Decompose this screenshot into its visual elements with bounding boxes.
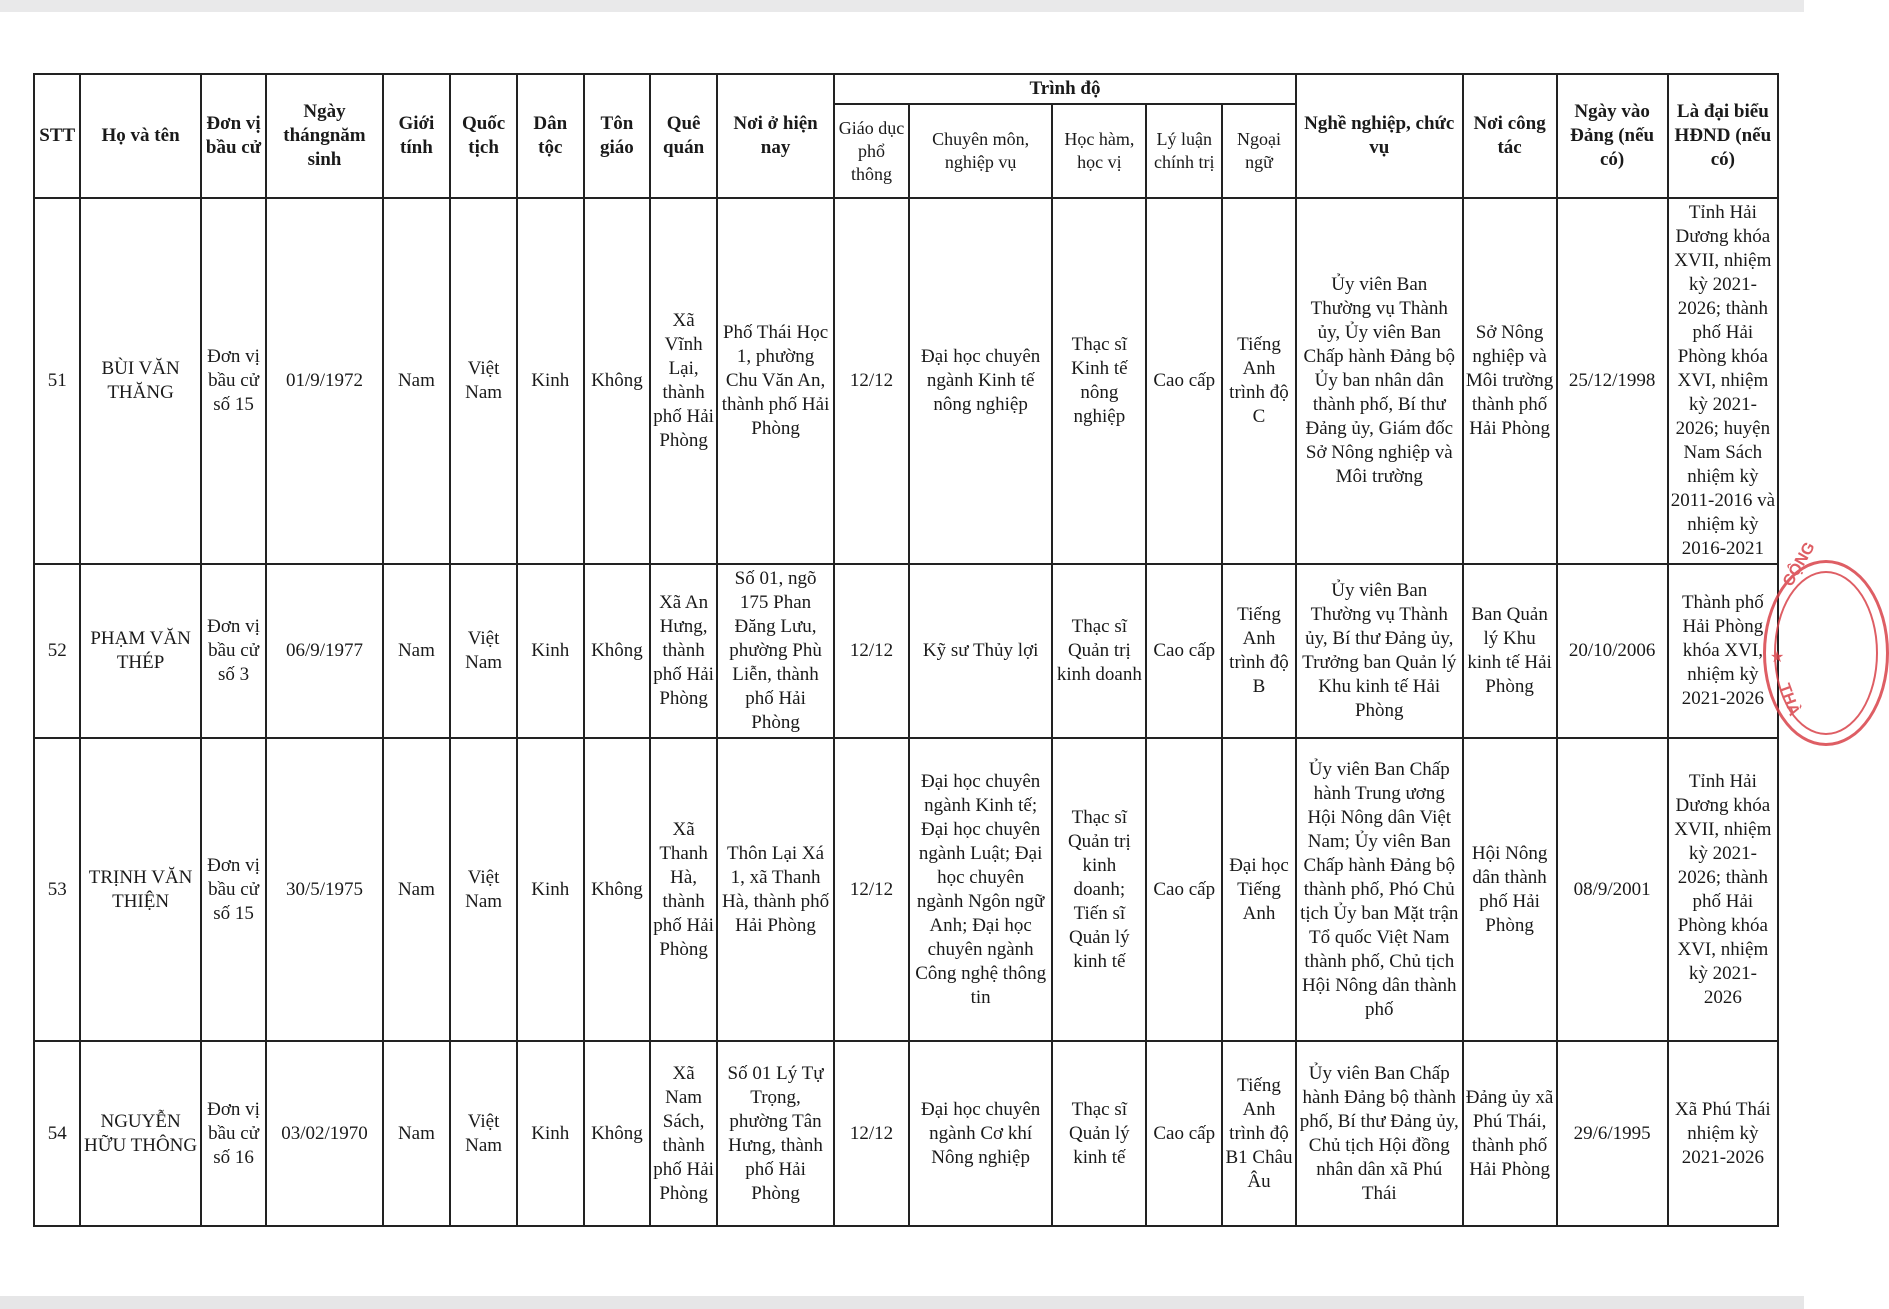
col-que-quan: Quê quán <box>650 74 717 198</box>
cell-quoc-tich: Việt Nam <box>450 198 517 564</box>
cell-ton-giao: Không <box>584 1041 651 1226</box>
cell-quoc-tich: Việt Nam <box>450 738 517 1041</box>
col-trinh-do: Trình độ <box>834 74 1296 104</box>
cell-don-vi: Đơn vị bầu cử số 15 <box>201 738 267 1041</box>
cell-ho-ten: BÙI VĂN THĂNG <box>80 198 200 564</box>
cell-que-quan: Xã Thanh Hà, thành phố Hải Phòng <box>650 738 717 1041</box>
cell-ho-ten: NGUYỄN HỮU THÔNG <box>80 1041 200 1226</box>
candidate-table <box>33 73 1779 1227</box>
scan-top-edge <box>0 0 1804 12</box>
cell-ly-luan: Cao cấp <box>1146 564 1222 738</box>
cell-dan-toc: Kinh <box>517 198 584 564</box>
table-row <box>34 564 1778 738</box>
cell-que-quan: Xã An Hưng, thành phố Hải Phòng <box>650 564 717 738</box>
cell-dan-toc: Kinh <box>517 1041 584 1226</box>
col-dai-bieu: Là đại biểu HĐND (nếu có) <box>1668 74 1778 198</box>
cell-ngay-vao-dang: 25/12/1998 <box>1557 198 1668 564</box>
col-ly-luan: Lý luận chính trị <box>1146 104 1222 198</box>
cell-stt: 51 <box>34 198 80 564</box>
official-red-stamp <box>1763 539 1889 746</box>
col-dan-toc: Dân tộc <box>517 74 584 198</box>
cell-quoc-tich: Việt Nam <box>450 1041 517 1226</box>
cell-noi-cong-tac: Sở Nông nghiệp và Môi trường thành phố Hải Phòng <box>1463 198 1557 564</box>
cell-hoc-ham: Thạc sĩ Kinh tế nông nghiệp <box>1052 198 1146 564</box>
cell-dai-bieu: Tỉnh Hải Dương khóa XVII, nhiệm kỳ 2021-2026; thành phố Hải Phòng khóa XVI, nhiệm kỳ 2021-2026 <box>1668 738 1778 1041</box>
cell-ngay-vao-dang: 08/9/2001 <box>1557 738 1668 1041</box>
col-noi-cong-tac: Nơi công tác <box>1463 74 1557 198</box>
cell-gdpt: 12/12 <box>834 198 909 564</box>
cell-don-vi: Đơn vị bầu cử số 3 <box>201 564 267 738</box>
cell-ho-ten: PHẠM VĂN THÉP <box>80 564 200 738</box>
col-ton-giao: Tôn giáo <box>584 74 651 198</box>
cell-stt: 52 <box>34 564 80 738</box>
stamp-text-bottom: THÀ <box>1775 681 1803 719</box>
cell-ngay-sinh: 30/5/1975 <box>266 738 382 1041</box>
cell-gioi-tinh: Nam <box>383 564 451 738</box>
col-ngay-vao-dang: Ngày vào Đảng (nếu có) <box>1557 74 1668 198</box>
cell-chuyen-mon: Đại học chuyên ngành Kinh tế; Đại học chuyên ngành Luật; Đại học chuyên ngành Ngôn ngữ Anh; Đại học chuyên ngành Công nghệ thông tin <box>909 738 1052 1041</box>
cell-dai-bieu: Thành phố Hải Phòng khóa XVI, nhiệm kỳ 2021-2026 <box>1668 564 1778 738</box>
col-chuyen-mon: Chuyên môn, nghiệp vụ <box>909 104 1052 198</box>
col-nghe-nghiep: Nghề nghiệp, chức vụ <box>1296 74 1463 198</box>
cell-stt: 53 <box>34 738 80 1041</box>
cell-quoc-tich: Việt Nam <box>450 564 517 738</box>
col-gdpt: Giáo dục phổ thông <box>834 104 909 198</box>
cell-gdpt: 12/12 <box>834 738 909 1041</box>
cell-ly-luan: Cao cấp <box>1146 198 1222 564</box>
cell-gioi-tinh: Nam <box>383 738 451 1041</box>
col-quoc-tich: Quốc tịch <box>450 74 517 198</box>
cell-ngay-vao-dang: 20/10/2006 <box>1557 564 1668 738</box>
table-row <box>34 198 1778 564</box>
cell-noi-o: Thôn Lại Xá 1, xã Thanh Hà, thành phố Hải Phòng <box>717 738 834 1041</box>
cell-chuyen-mon: Kỹ sư Thủy lợi <box>909 564 1052 738</box>
cell-hoc-ham: Thạc sĩ Quản trị kinh doanh <box>1052 564 1146 738</box>
header-row-1 <box>34 74 1778 104</box>
table-row <box>34 1041 1778 1226</box>
cell-ngoai-ngu: Tiếng Anh trình độ B1 Châu Âu <box>1222 1041 1296 1226</box>
cell-gioi-tinh: Nam <box>383 1041 451 1226</box>
cell-noi-cong-tac: Ban Quản lý Khu kinh tế Hải Phòng <box>1463 564 1557 738</box>
cell-don-vi: Đơn vị bầu cử số 15 <box>201 198 267 564</box>
cell-ly-luan: Cao cấp <box>1146 1041 1222 1226</box>
cell-don-vi: Đơn vị bầu cử số 16 <box>201 1041 267 1226</box>
cell-ngay-sinh: 01/9/1972 <box>266 198 382 564</box>
scan-bottom-edge <box>0 1296 1804 1309</box>
cell-ngay-vao-dang: 29/6/1995 <box>1557 1041 1668 1226</box>
cell-hoc-ham: Thạc sĩ Quản lý kinh tế <box>1052 1041 1146 1226</box>
cell-hoc-ham: Thạc sĩ Quản trị kinh doanh; Tiến sĩ Quản lý kinh tế <box>1052 738 1146 1041</box>
table-row <box>34 738 1778 1041</box>
cell-nghe-nghiep: Ủy viên Ban Chấp hành Trung ương Hội Nông dân Việt Nam; Ủy viên Ban Chấp hành Đảng bộ thành phố, Phó Chủ tịch Ủy ban Mặt trận Tổ quốc Việt Nam thành phố, Chủ tịch Hội Nông dân thành phố <box>1296 738 1463 1041</box>
cell-chuyen-mon: Đại học chuyên ngành Kinh tế nông nghiệp <box>909 198 1052 564</box>
cell-nghe-nghiep: Ủy viên Ban Thường vụ Thành ủy, Bí thư Đảng ủy, Trưởng ban Quản lý Khu kinh tế Hải Phòng <box>1296 564 1463 738</box>
cell-ton-giao: Không <box>584 198 651 564</box>
cell-noi-o: Số 01, ngõ 175 Phan Đăng Lưu, phường Phù Liễn, thành phố Hải Phòng <box>717 564 834 738</box>
cell-dai-bieu: Xã Phú Thái nhiệm kỳ 2021-2026 <box>1668 1041 1778 1226</box>
cell-nghe-nghiep: Ủy viên Ban Thường vụ Thành ủy, Ủy viên Ban Chấp hành Đảng bộ Ủy ban nhân dân thành phố, Bí thư Đảng ủy, Giám đốc Sở Nông nghiệp và Môi trường <box>1296 198 1463 564</box>
cell-ton-giao: Không <box>584 738 651 1041</box>
cell-noi-cong-tac: Hội Nông dân thành phố Hải Phòng <box>1463 738 1557 1041</box>
col-hoc-ham: Học hàm, học vị <box>1052 104 1146 198</box>
cell-ton-giao: Không <box>584 564 651 738</box>
cell-ly-luan: Cao cấp <box>1146 738 1222 1041</box>
cell-ngay-sinh: 06/9/1977 <box>266 564 382 738</box>
col-ngay-sinh: Ngày thángnăm sinh <box>266 74 382 198</box>
cell-ho-ten: TRỊNH VĂN THIỆN <box>80 738 200 1041</box>
stamp-inner-ring <box>1774 571 1878 735</box>
cell-dan-toc: Kinh <box>517 738 584 1041</box>
cell-gdpt: 12/12 <box>834 1041 909 1226</box>
star-icon: ★ <box>1770 649 1785 666</box>
cell-stt: 54 <box>34 1041 80 1226</box>
col-don-vi: Đơn vị bầu cử <box>201 74 267 198</box>
cell-ngoai-ngu: Tiếng Anh trình độ B <box>1222 564 1296 738</box>
col-ngoai-ngu: Ngoại ngữ <box>1222 104 1296 198</box>
cell-que-quan: Xã Nam Sách, thành phố Hải Phòng <box>650 1041 717 1226</box>
cell-noi-cong-tac: Đảng ủy xã Phú Thái, thành phố Hải Phòng <box>1463 1041 1557 1226</box>
stamp-text-top: CỘNG <box>1780 539 1819 590</box>
col-noi-o: Nơi ở hiện nay <box>717 74 834 198</box>
cell-que-quan: Xã Vĩnh Lại, thành phố Hải Phòng <box>650 198 717 564</box>
col-ho-ten: Họ và tên <box>80 74 200 198</box>
cell-chuyen-mon: Đại học chuyên ngành Cơ khí Nông nghiệp <box>909 1041 1052 1226</box>
cell-gdpt: 12/12 <box>834 564 909 738</box>
cell-nghe-nghiep: Ủy viên Ban Chấp hành Đảng bộ thành phố, Bí thư Đảng ủy, Chủ tịch Hội đồng nhân dân xã Phú Thái <box>1296 1041 1463 1226</box>
cell-noi-o: Phố Thái Học 1, phường Chu Văn An, thành phố Hải Phòng <box>717 198 834 564</box>
col-gioi-tinh: Giới tính <box>383 74 451 198</box>
cell-ngoai-ngu: Đại học Tiếng Anh <box>1222 738 1296 1041</box>
cell-ngay-sinh: 03/02/1970 <box>266 1041 382 1226</box>
col-stt: STT <box>34 74 80 198</box>
cell-gioi-tinh: Nam <box>383 198 451 564</box>
cell-dai-bieu: Tỉnh Hải Dương khóa XVII, nhiệm kỳ 2021-2026; thành phố Hải Phòng khóa XVI, nhiệm kỳ 2021-2026; huyện Nam Sách nhiệm kỳ 2011-2016 và nhiệm kỳ 2016-2021 <box>1668 198 1778 564</box>
cell-noi-o: Số 01 Lý Tự Trọng, phường Tân Hưng, thành phố Hải Phòng <box>717 1041 834 1226</box>
cell-dan-toc: Kinh <box>517 564 584 738</box>
cell-ngoai-ngu: Tiếng Anh trình độ C <box>1222 198 1296 564</box>
